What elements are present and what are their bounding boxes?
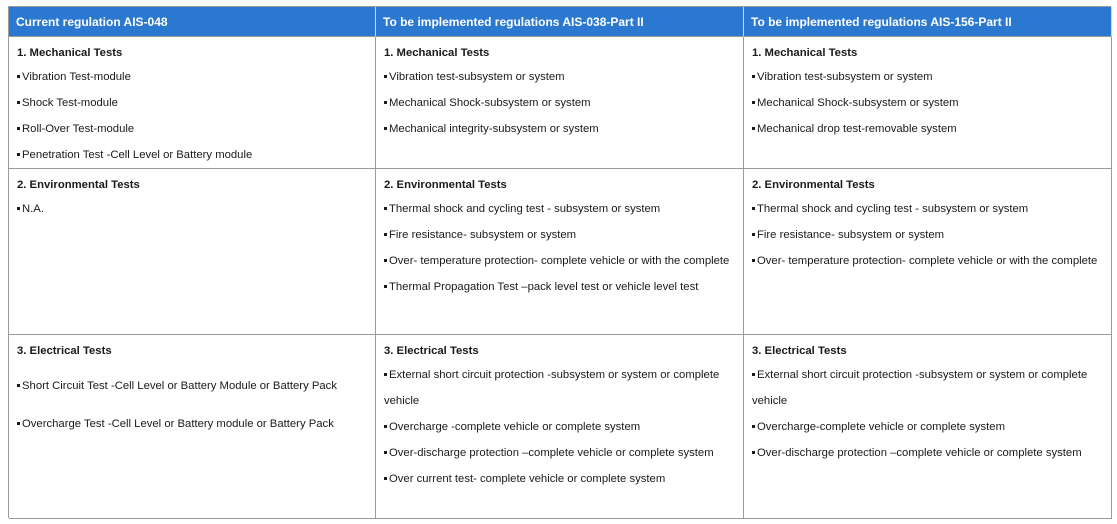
test-item: Over-discharge protection –complete vehicle or complete system [384, 440, 735, 466]
section-title: 2. Environmental Tests [17, 179, 140, 191]
test-item: Over current test- complete vehicle or complete system [384, 466, 735, 492]
test-item: Fire resistance- subsystem or system [384, 222, 735, 248]
test-list [17, 64, 367, 168]
cell-mechanical-ais-038 [376, 37, 744, 169]
section-title: 3. Electrical Tests [17, 345, 112, 357]
test-item: Over-discharge protection –complete vehicle or complete system [752, 440, 1103, 466]
test-item: Thermal shock and cycling test - subsystem or system [384, 196, 735, 222]
test-list [384, 64, 735, 142]
test-item: Shock Test-module [17, 90, 367, 116]
test-item: Mechanical Shock-subsystem or system [384, 90, 735, 116]
test-list [17, 373, 367, 437]
test-item: External short circuit protection -subsystem or system or complete vehicle [752, 362, 1103, 414]
section-title: 1. Mechanical Tests [752, 47, 858, 59]
test-item: Overcharge-complete vehicle or complete system [752, 414, 1103, 440]
section-title: 1. Mechanical Tests [384, 47, 490, 59]
cell-environmental-ais-156 [744, 169, 1112, 335]
cell-environmental-current [9, 169, 376, 335]
cell-electrical-ais-156 [744, 335, 1112, 519]
test-item: Over- temperature protection- complete vehicle or with the complete [384, 248, 735, 274]
test-item: Overcharge -complete vehicle or complete system [384, 414, 735, 440]
test-list [752, 64, 1103, 142]
test-item: Overcharge Test -Cell Level or Battery module or Battery Pack [17, 411, 367, 437]
test-item: Mechanical Shock-subsystem or system [752, 90, 1103, 116]
regulation-comparison-table [8, 6, 1111, 518]
cell-mechanical-current [9, 37, 376, 169]
test-item: Mechanical integrity-subsystem or system [384, 116, 735, 142]
test-list [384, 362, 735, 492]
section-title: 2. Environmental Tests [752, 179, 875, 191]
cell-mechanical-ais-156 [744, 37, 1112, 169]
test-item: Vibration test-subsystem or system [752, 64, 1103, 90]
test-item: Vibration test-subsystem or system [384, 64, 735, 90]
section-title: 1. Mechanical Tests [17, 47, 123, 59]
test-item: Mechanical drop test-removable system [752, 116, 1103, 142]
cell-electrical-ais-038 [376, 335, 744, 519]
header-ais-156-part-ii: To be implemented regulations AIS-156-Part II [744, 7, 1112, 37]
test-item: Fire resistance- subsystem or system [752, 222, 1103, 248]
test-item: Thermal Propagation Test –pack level test or vehicle level test [384, 274, 735, 300]
test-item: Short Circuit Test -Cell Level or Battery Module or Battery Pack [17, 373, 367, 399]
test-list [384, 196, 735, 300]
section-title: 2. Environmental Tests [384, 179, 507, 191]
cell-environmental-ais-038 [376, 169, 744, 335]
test-list [752, 362, 1103, 466]
test-item: Roll-Over Test-module [17, 116, 367, 142]
section-title: 3. Electrical Tests [384, 345, 479, 357]
cell-electrical-current [9, 335, 376, 519]
section-title: 3. Electrical Tests [752, 345, 847, 357]
header-ais-038-part-ii: To be implemented regulations AIS-038-Part II [376, 7, 744, 37]
test-list [17, 196, 367, 222]
test-item: Thermal shock and cycling test - subsystem or system [752, 196, 1103, 222]
test-item: N.A. [17, 196, 367, 222]
test-list [752, 196, 1103, 274]
test-item: Over- temperature protection- complete vehicle or with the complete [752, 248, 1103, 274]
header-current-regulation: Current regulation AIS-048 [9, 7, 376, 37]
test-item: Vibration Test-module [17, 64, 367, 90]
test-item: Penetration Test -Cell Level or Battery module [17, 142, 367, 168]
test-item: External short circuit protection -subsystem or system or complete vehicle [384, 362, 735, 414]
